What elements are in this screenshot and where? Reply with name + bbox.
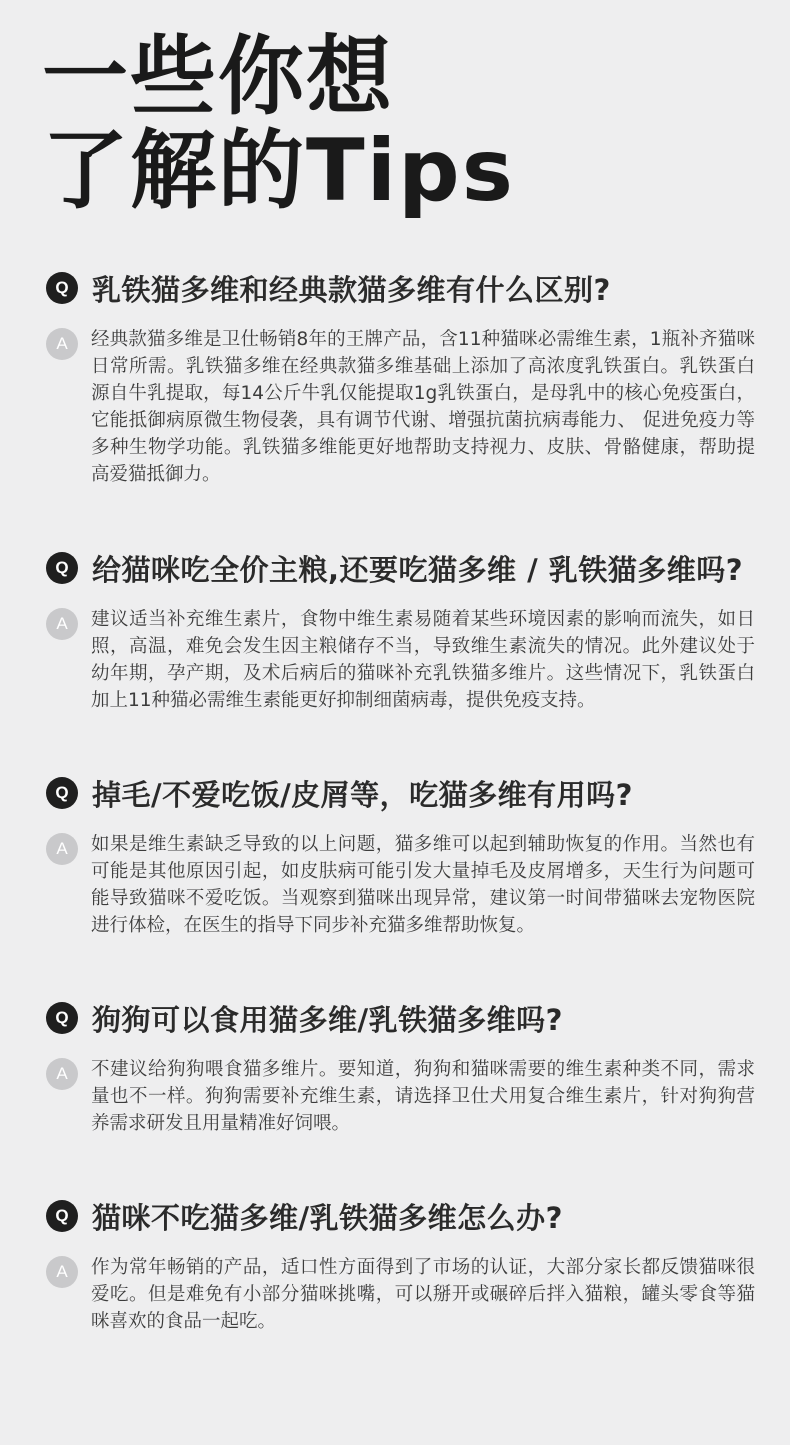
answer-text: 如果是维生素缺乏导致的以上问题，猫多维可以起到辅助恢复的作用。当然也有可能是其他原因引起，如皮肤病可能引发大量掉毛及皮屑增多，天生行为问题可能导致猫咪不爱吃饭。当观察到猫咪出现异常，建议第一时间带猫咪去宠物医院进行体检，在医生的指导下同步补充猫多维帮助恢复。 [91,834,755,936]
faq-item [46,268,758,488]
question-row [46,548,758,588]
question-badge-icon: Q [46,552,78,584]
answer-badge-icon: A [46,1058,78,1090]
question-row [46,1196,758,1236]
answer-row [46,1056,758,1137]
page-title [42,27,515,221]
question-text: 狗狗可以食用猫多维/乳铁猫多维吗? [92,1002,563,1037]
answer-row [46,326,758,488]
question-badge-icon: Q [46,777,78,809]
question-text: 给猫咪吃全价主粮,还要吃猫多维 / 乳铁猫多维吗? [92,552,744,587]
answer-text: 不建议给狗狗喂食猫多维片。要知道，狗狗和猫咪需要的维生素种类不同，需求量也不一样。狗狗需要补充维生素，请选择卫仕犬用复合维生素片，针对狗狗营养需求研发且用量精准好饲喂。 [91,1059,755,1134]
question-badge-icon: Q [46,1200,78,1232]
answer-text: 作为常年畅销的产品，适口性方面得到了市场的认证，大部分家长都反馈猫咪很爱吃。但是难免有小部分猫咪挑嘴，可以掰开或碾碎后拌入猫粮，罐头零食等猫咪喜欢的食品一起吃。 [91,1257,755,1332]
answer-badge-icon: A [46,833,78,865]
answer-text: 建议适当补充维生素片，食物中维生素易随着某些环境因素的影响而流失，如日照，高温，难免会发生因主粮储存不当，导致维生素流失的情况。此外建议处于幼年期，孕产期，及术后病后的猫咪补充乳铁猫多维片。这些情况下，乳铁蛋白加上11种猫必需维生素能更好抑制细菌病毒，提供免疫支持。 [91,609,755,711]
question-row [46,998,758,1038]
answer-badge-icon: A [46,1256,78,1288]
answer-row [46,606,758,714]
page-title-line-2: 了解的Tips [42,121,515,221]
answer-row [46,1254,758,1335]
faq-item [46,998,758,1137]
answer-text: 经典款猫多维是卫仕畅销8年的王牌产品，含11种猫咪必需维生素，1瓶补齐猫咪日常所需。乳铁猫多维在经典款猫多维基础上添加了高浓度乳铁蛋白。乳铁蛋白源自牛乳提取，每14公斤牛乳仅能提取1g乳铁蛋白，是母乳中的核心免疫蛋白，它能抵御病原微生物侵袭，具有调节代谢、增强抗菌抗病毒能力、 促进免疫力等多种生物学功能。乳铁猫多维能更好地帮助支持视力、皮肤、骨骼健康，帮助提高爱猫抵御力。 [91,329,755,485]
question-badge-icon: Q [46,272,78,304]
question-row [46,268,758,308]
question-text: 掉毛/不爱吃饭/皮屑等，吃猫多维有用吗? [92,777,634,812]
answer-row [46,831,758,939]
question-row [46,773,758,813]
question-badge-icon: Q [46,1002,78,1034]
faq-item [46,773,758,939]
answer-badge-icon: A [46,608,78,640]
faq-item [46,1196,758,1335]
question-text: 猫咪不吃猫多维/乳铁猫多维怎么办? [92,1200,563,1235]
answer-badge-icon: A [46,328,78,360]
question-text: 乳铁猫多维和经典款猫多维有什么区别? [92,272,611,307]
faq-item [46,548,758,714]
page-title-line-1: 一些你想 [42,27,394,127]
